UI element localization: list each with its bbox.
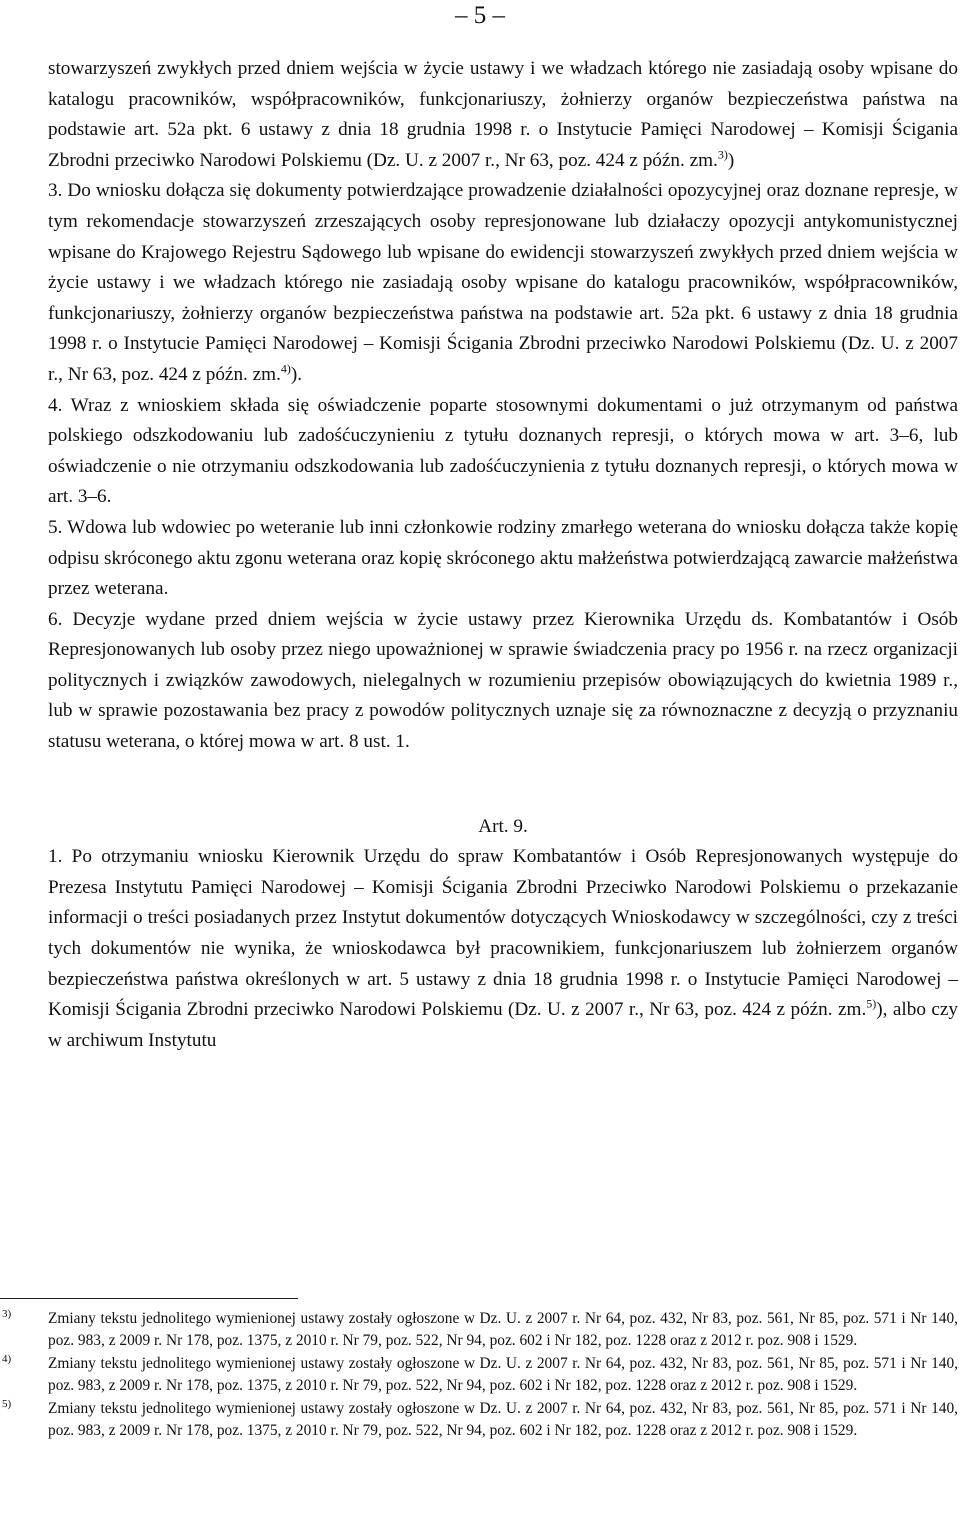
document-body: [48, 54, 958, 1056]
paragraph-6: 6. Decyzje wydane przed dniem wejścia w życie ustawy przez Kierownika Urzędu ds. Kombatantów i Osób Represjonowanych lub osoby przez niego upoważnionej w sprawie świadczenia pracy po 1956 r. na rzecz organizacji politycznych i związków zawodowych, nielegalnych w rozumieniu przepisów obowiązujących do kwietnia 1989 r., lub w sprawie pozostawania bez pracy z powodów politycznych uznaje się za równoznaczne z decyzją o przyznaniu statusu weterana, o której mowa w art. 8 ust. 1.: [48, 608, 958, 753]
footnote-marker: 3): [2, 1308, 12, 1320]
footnote-divider: [0, 1298, 298, 1299]
footnote-ref-4[interactable]: 4): [280, 361, 291, 376]
paragraph-continuation: stowarzyszeń zwykłych przed dniem wejścia w życie ustawy i we władzach którego nie zasiadają osoby wpisane do katalogu pracowników, współpracowników, funkcjonariuszy, żołnierzy organów bezpieczeństwa państwa na podstawie art. 52a pkt. 6 ustawy z dnia 18 grudnia 1998 r. o Instytucie Pamięci Narodowej – Komisji Ścigania Zbrodni przeciwko Narodowi Polskiemu (Dz. U. z 2007 r., Nr 63, poz. 424 z późn. zm.$^{3)}$): [48, 58, 958, 171]
article-9-paragraph-1: 1. Po otrzymaniu wniosku Kierownik Urzędu do spraw Kombatantów i Osób Represjonowanych występuje do Prezesa Instytutu Pamięci Narodowej – Komisji Ścigania Zbrodni Przeciwko Narodowi Polskiemu o przekazanie informacji o treści posiadanych przez Instytut dokumentów dotyczących Wnioskodawcy w szczególności, czy z treści tych dokumentów nie wynika, że wnioskodawca był pracownikiem, funkcjonariuszem lub żołnierzem organów bezpieczeństwa państwa określonych w art. 5 ustawy z dnia 18 grudnia 1998 r. o Instytucie Pamięci Narodowej – Komisji Ścigania Zbrodni przeciwko Narodowi Polskiemu (Dz. U. z 2007 r., Nr 63, poz. 424 z późn. zm.$^{5)}$), albo czy w archiwum Instytutu: [48, 846, 958, 1051]
footnote-marker: 4): [2, 1353, 12, 1366]
footnote-text: Zmiany tekstu jednolitego wymienionej ustawy zostały ogłoszone w Dz. U. z 2007 r. Nr 64, poz. 432, Nr 83, poz. 561, Nr 85, poz. 571 i Nr 140, poz. 983, z 2009 r. Nr 178, poz. 1375, z 2010 r. Nr 79, poz. 522, Nr 94, poz. 602 i Nr 182, poz. 1228 oraz z 2012 r. poz. 908 i 1529.: [48, 1310, 958, 1349]
footnote-5: [2, 1398, 958, 1441]
footnote-ref-3[interactable]: 3): [717, 147, 728, 162]
paragraph-5: 5. Wdowa lub wdowiec po weteranie lub inni członkowie rodziny zmarłego weterana do wniosku dołącza także kopię odpisu skróconego aktu zgonu weterana oraz kopię skróconego aktu małżeństwa potwierdzającą zawarcie małżeństwa przez weterana.: [48, 516, 958, 600]
section-gap: [48, 758, 958, 788]
paragraph-4: 4. Wraz z wnioskiem składa się oświadczenie poparte stosownymi dokumentami o już otrzymanym od państwa polskiego odszkodowaniu lub zadośćuczynieniu z tytułu doznanych represji, o których mowa w art. 3–6, lub oświadczenie o nie otrzymaniu odszkodowania lub zadośćuczynienia z tytułu doznanych represji, o których mowa w art. 3–6.: [48, 394, 958, 508]
paragraph-3: 3. Do wniosku dołącza się dokumenty potwierdzające prowadzenie działalności opozycyjnej oraz doznane represje, w tym rekomendacje stowarzyszeń zrzeszających osoby represjonowane lub działaczy opozycji antykomunistycznej wpisane do Krajowego Rejestru Sądowego lub wpisane do ewidencji stowarzyszeń zwykłych przed dniem wejścia w życie ustawy i we władzach którego nie zasiadają osoby wpisane do katalogu pracowników, współpracowników, funkcjonariuszy, żołnierzy organów bezpieczeństwa państwa na podstawie art. 52a pkt. 6 ustawy z dnia 18 grudnia 1998 r. o Instytucie Pamięci Narodowej – Komisji Ścigania Zbrodni przeciwko Narodowi Polskiemu (Dz. U. z 2007 r., Nr 63, poz. 424 z późn. zm.$^{4)}$).: [48, 180, 958, 385]
footnote-marker: 5): [2, 1398, 12, 1411]
footnote-ref-5[interactable]: 5): [866, 996, 877, 1011]
footnote-3: [2, 1308, 958, 1351]
footnote-text: Zmiany tekstu jednolitego wymienionej ustawy zostały ogłoszone w Dz. U. z 2007 r. Nr 64, poz. 432, Nr 83, poz. 561, Nr 85, poz. 571 i Nr 140, poz. 983, z 2009 r. Nr 178, poz. 1375, z 2010 r. Nr 79, poz. 522, Nr 94, poz. 602 i Nr 182, poz. 1228 oraz z 2012 r. poz. 908 i 1529.: [48, 1355, 958, 1394]
page-number: – 5 –: [455, 2, 505, 29]
footnote-4: [2, 1353, 958, 1396]
article-heading: Art. 9.: [478, 815, 528, 837]
footnote-text: Zmiany tekstu jednolitego wymienionej ustawy zostały ogłoszone w Dz. U. z 2007 r. Nr 64, poz. 432, Nr 83, poz. 561, Nr 85, poz. 571 i Nr 140, poz. 983, z 2009 r. Nr 178, poz. 1375, z 2010 r. Nr 79, poz. 522, Nr 94, poz. 602 i Nr 182, poz. 1228 oraz z 2012 r. poz. 908 i 1529.: [48, 1400, 958, 1439]
footnotes: [2, 1308, 958, 1444]
